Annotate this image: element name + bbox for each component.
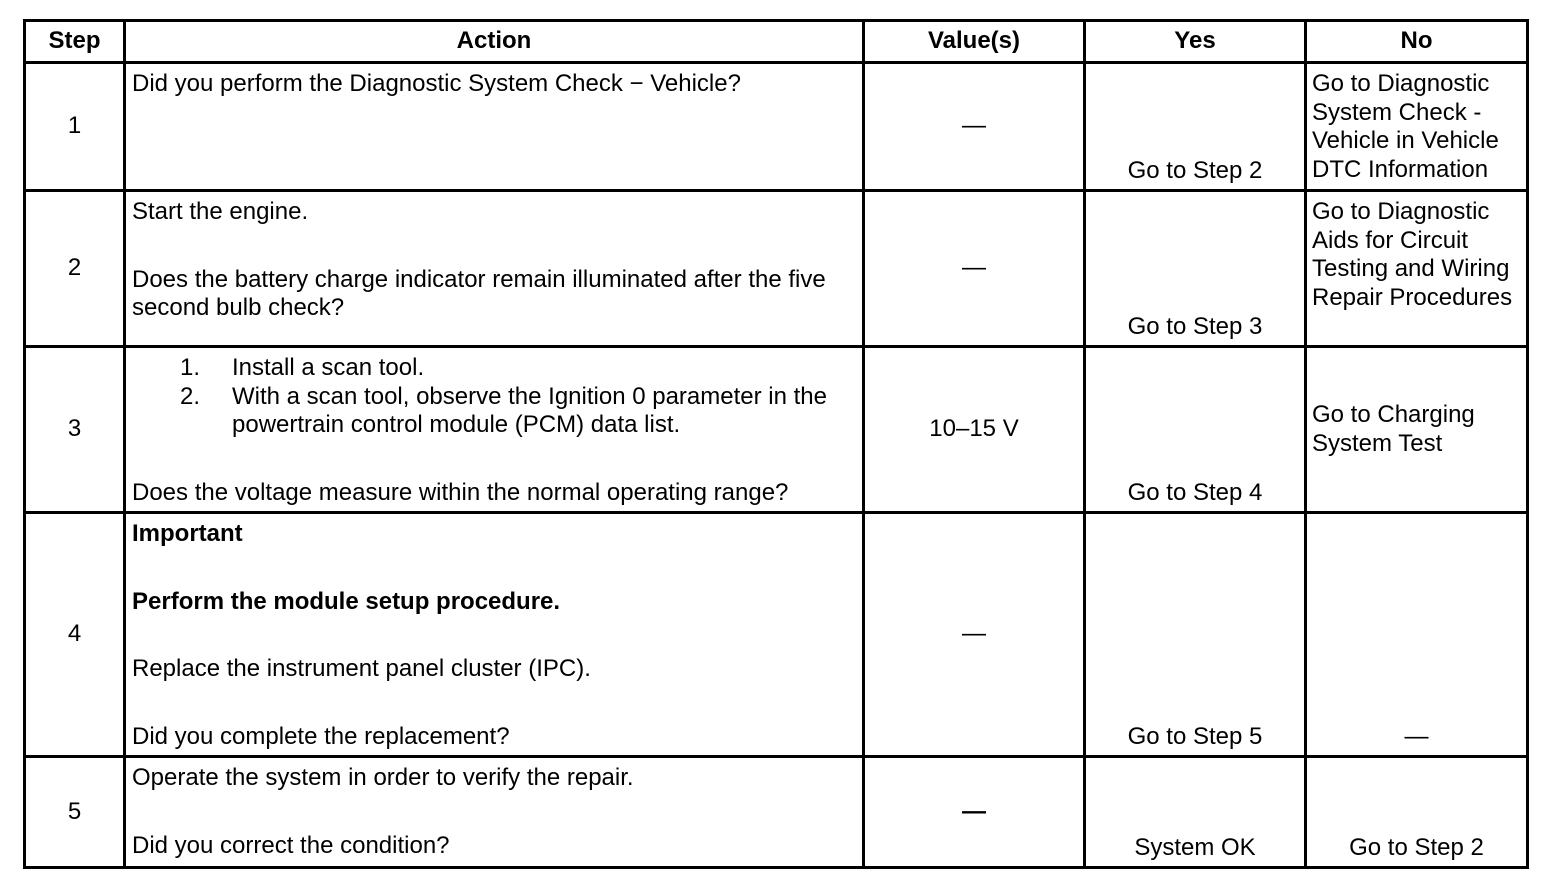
header-row [25, 21, 1528, 63]
action-question: Does the voltage measure within the normal operating range? [132, 478, 789, 506]
no-cell: Go to Diagnostic Aids for Circuit Testing and Wiring Repair Procedures [1306, 191, 1528, 347]
header-step: Step [25, 21, 125, 63]
value-cell: — [864, 63, 1085, 191]
header-values: Value(s) [864, 21, 1085, 63]
table-row [25, 513, 1528, 757]
action-text: Start the engine. [132, 198, 309, 225]
table-row [25, 347, 1528, 513]
no-cell: Go to Charging System Test [1306, 347, 1528, 513]
action-question: Did you complete the replacement? [132, 722, 510, 750]
no-cell: — [1306, 513, 1528, 757]
table-row [25, 63, 1528, 191]
list-item-number: 1. [180, 354, 201, 381]
list-item [132, 354, 856, 383]
header-no: No [1306, 21, 1528, 63]
action-cell [125, 513, 864, 757]
action-cell [125, 191, 864, 347]
yes-cell: Go to Step 2 [1085, 63, 1306, 191]
yes-cell: Go to Step 5 [1085, 513, 1306, 757]
yes-cell: System OK [1085, 757, 1306, 868]
step-number: 5 [25, 757, 125, 868]
header-yes: Yes [1085, 21, 1306, 63]
step-number: 3 [25, 347, 125, 513]
action-question: Did you correct the condition? [132, 831, 450, 859]
list-item-number: 2. [180, 382, 201, 410]
header-action: Action [125, 21, 864, 63]
action-cell [125, 63, 864, 191]
value-cell: 10–15 V [864, 347, 1085, 513]
table-row [25, 757, 1528, 868]
yes-cell: Go to Step 3 [1085, 191, 1306, 347]
diagnostic-table [23, 19, 1529, 869]
action-cell [125, 757, 864, 868]
action-text: Replace the instrument panel cluster (IPC). [132, 655, 591, 682]
action-text: Did you perform the Diagnostic System Check − Vehicle? [132, 70, 741, 97]
value-cell: — [864, 513, 1085, 757]
step-number: 2 [25, 191, 125, 347]
procedure-list [132, 354, 856, 440]
action-question: Does the battery charge indicator remain illuminated after the five second bulb check? [132, 265, 826, 321]
step-number: 1 [25, 63, 125, 191]
no-cell: Go to Step 2 [1306, 757, 1528, 868]
yes-cell: Go to Step 4 [1085, 347, 1306, 513]
value-cell: — [864, 191, 1085, 347]
value-cell: — [864, 757, 1085, 868]
table-row [25, 191, 1528, 347]
list-item [132, 383, 856, 440]
no-cell: Go to Diagnostic System Check - Vehicle in Vehicle DTC Information [1306, 63, 1528, 191]
step-number: 4 [25, 513, 125, 757]
action-text: Operate the system in order to verify the repair. [132, 764, 634, 791]
important-label: Important [132, 520, 243, 547]
action-cell [125, 347, 864, 513]
list-item-text: Install a scan tool. [232, 354, 425, 381]
important-note: Perform the module setup procedure. [132, 587, 561, 615]
list-item-text: With a scan tool, observe the Ignition 0 parameter in the powertrain control module (PCM) data list. [232, 382, 827, 438]
